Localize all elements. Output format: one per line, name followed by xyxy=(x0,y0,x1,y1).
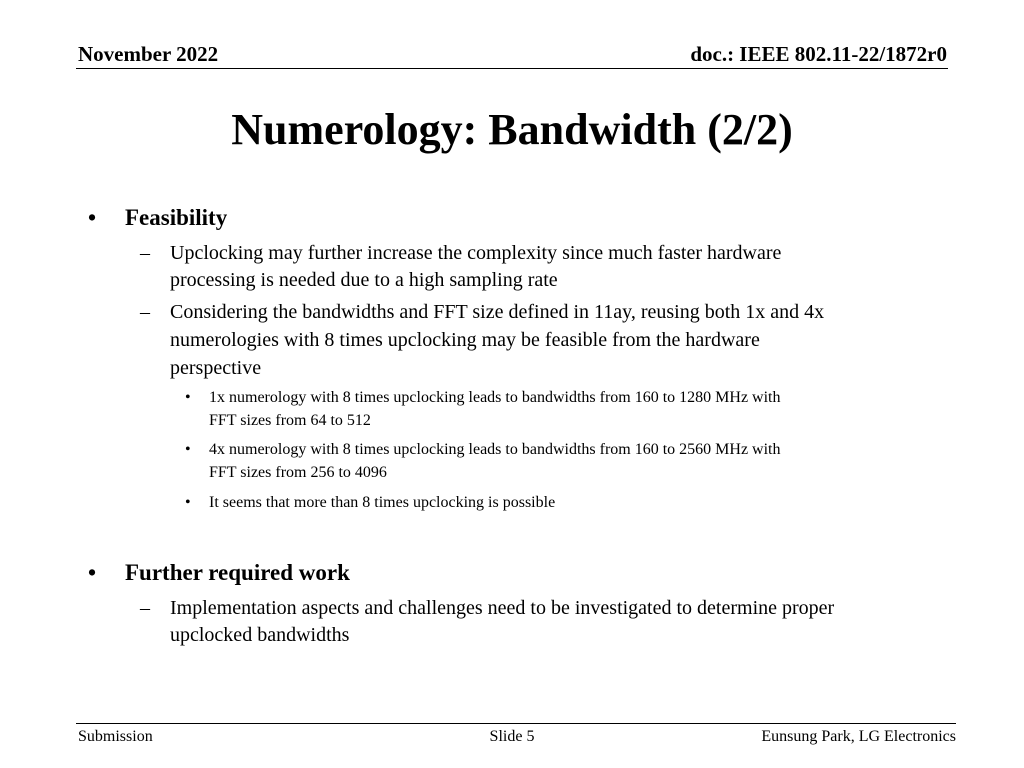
sub-bullet-marker: • xyxy=(185,441,191,458)
subitem-line: 1x numerology with 8 times upclocking leads to bandwidths from 160 to 1280 MHz with xyxy=(209,389,781,406)
item-line: Considering the bandwidths and FFT size defined in 11ay, reusing both 1x and 4x xyxy=(170,301,825,323)
header-date: November 2022 xyxy=(78,42,219,66)
header-doc-id: doc.: IEEE 802.11-22/1872r0 xyxy=(690,42,947,66)
section-heading-further-work: Further required work xyxy=(125,560,350,585)
item-line: upclocked bandwidths xyxy=(170,624,350,646)
subitem-line: 4x numerology with 8 times upclocking leads to bandwidths from 160 to 2560 MHz with xyxy=(209,441,781,458)
header-divider xyxy=(76,68,948,69)
item-line: perspective xyxy=(170,357,262,379)
item-line: numerologies with 8 times upclocking may be feasible from the hardware xyxy=(170,329,760,351)
dash-marker: – xyxy=(140,301,150,323)
sub-bullet-marker: • xyxy=(185,389,191,406)
dash-marker: – xyxy=(140,597,150,619)
bullet-marker: • xyxy=(88,560,97,585)
footer-author: Eunsung Park, LG Electronics xyxy=(761,728,956,745)
subitem-line: It seems that more than 8 times upclocking is possible xyxy=(209,494,556,511)
sub-bullet-marker: • xyxy=(185,494,191,511)
footer-divider xyxy=(76,723,956,724)
subitem-line: FFT sizes from 64 to 512 xyxy=(209,412,371,429)
slide-title: Numerology: Bandwidth (2/2) xyxy=(231,105,793,154)
item-line: Upclocking may further increase the complexity since much faster hardware xyxy=(170,242,782,264)
bullet-marker: • xyxy=(88,205,97,230)
item-line: processing is needed due to a high sampling rate xyxy=(170,269,558,291)
dash-marker: – xyxy=(140,242,150,264)
item-line: Implementation aspects and challenges need to be investigated to determine proper xyxy=(170,597,835,619)
footer-submission: Submission xyxy=(78,728,153,745)
footer-slide-number: Slide 5 xyxy=(489,728,535,745)
subitem-line: FFT sizes from 256 to 4096 xyxy=(209,464,387,481)
section-heading-feasibility: Feasibility xyxy=(125,205,228,230)
